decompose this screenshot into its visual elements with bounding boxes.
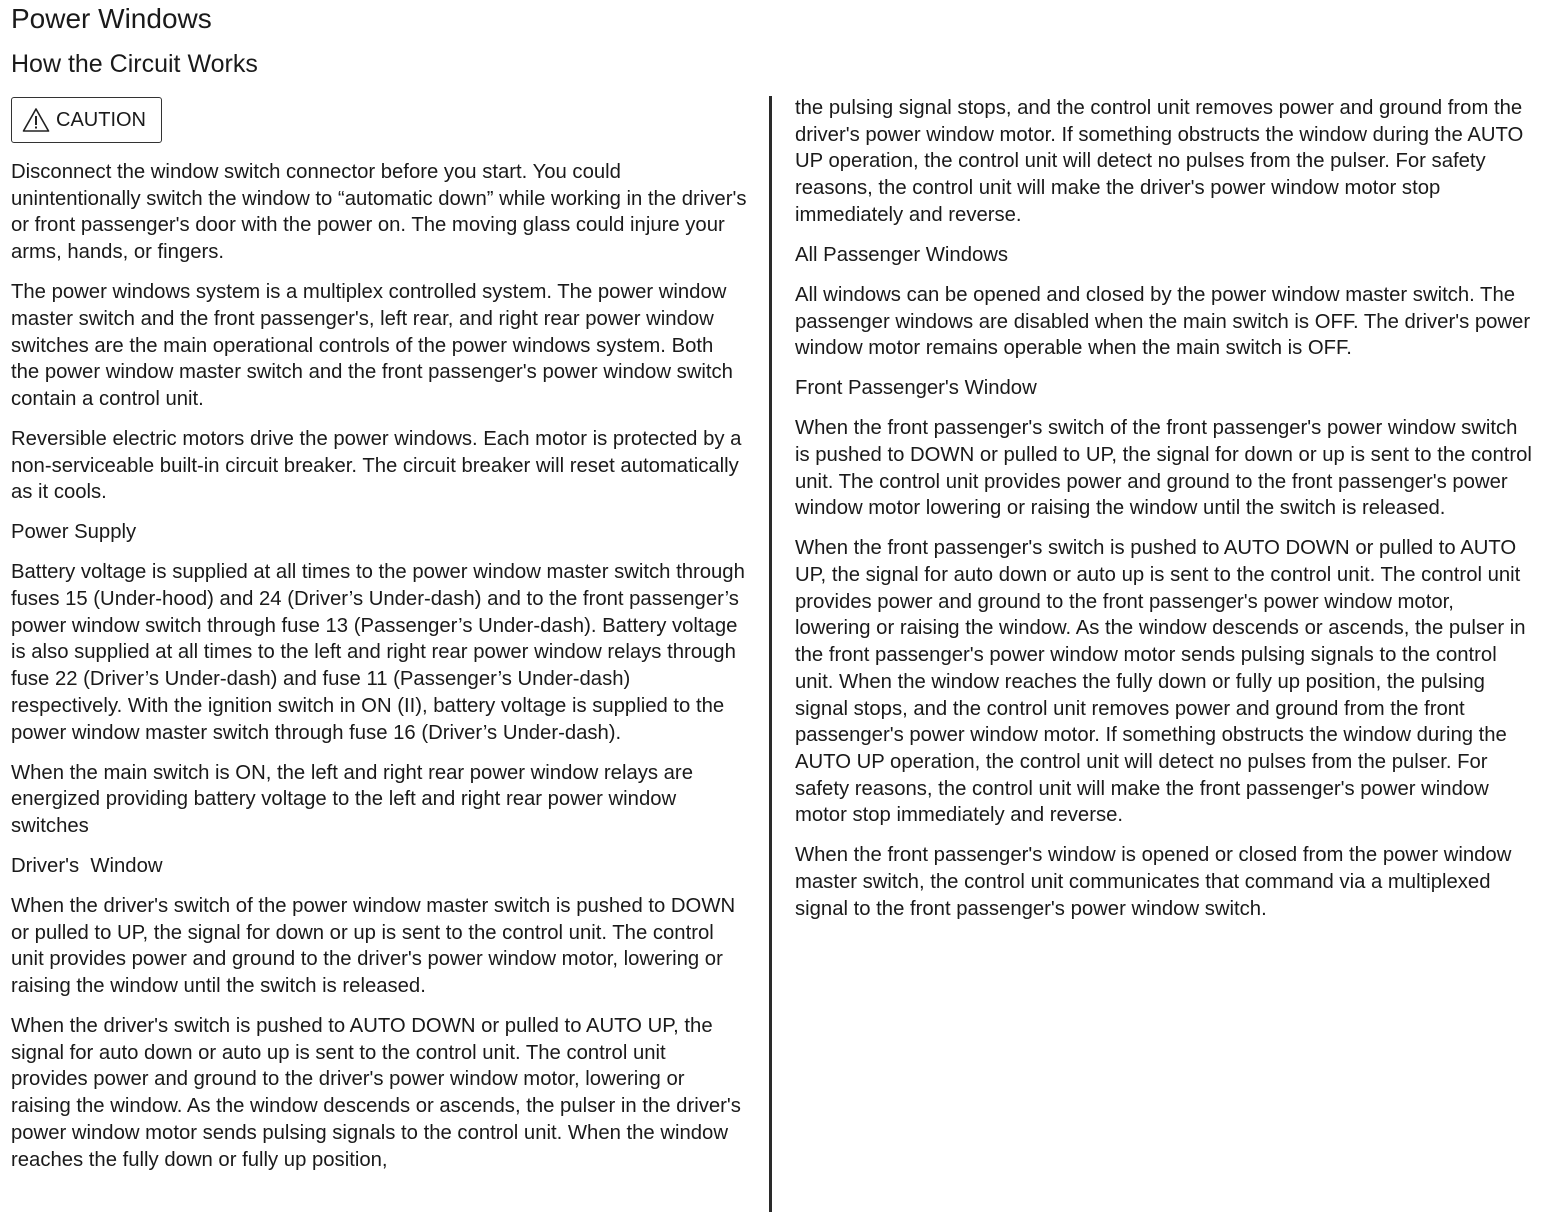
right-column [795, 95, 1535, 936]
caution-text: Disconnect the window switch connector before you start. You could unintentionally switch the window to “automatic down” while working in the driver's or front passenger's door with the power on. The moving glass could injure your arms, hands, or fingers. [11, 161, 747, 264]
caution-label: CAUTION [56, 108, 146, 131]
warning-triangle-icon [22, 107, 50, 133]
motor-paragraph: Reversible electric motors drive the power windows. Each motor is protected by a non-serviceable built-in circuit breaker. The circuit breaker will reset automatically as it cools. [11, 427, 742, 504]
caution-badge [11, 97, 162, 143]
drivers-window-heading: Driver's Window [11, 854, 163, 877]
all-passenger-paragraph: All windows can be opened and closed by the power window master switch. The passenger windows are disabled when the main switch is OFF. The driver's power window motor remains operable when the main switch is OFF. [795, 283, 1531, 360]
all-passenger-heading: All Passenger Windows [795, 243, 1009, 266]
front-passenger-auto-paragraph: When the front passenger's switch is pushed to AUTO DOWN or pulled to AUTO UP, the signal for auto down or auto up is sent to the control unit. The control unit provides power and ground to the front passenger's power window motor, lowering or raising the window. As the window descends or ascends, the pulser in the front passenger's power window motor sends pulsing signals to the control unit. When the window reaches the fully down or fully up position, the pulsing signal stops, and the control unit removes power and ground from the front passenger's power window motor. If something obstructs the window during the AUTO UP operation, the control unit will detect no pulses from the pulser. For safety reasons, the control unit will make the front passenger's power window motor stop immediately and reverse. [795, 537, 1526, 827]
front-passenger-heading: Front Passenger's Window [795, 377, 1037, 400]
column-divider [769, 96, 772, 1212]
left-column [11, 96, 747, 1187]
drivers-auto-paragraph-continued: the pulsing signal stops, and the control unit removes power and ground from the driver's power window motor. If something obstructs the window during the AUTO UP operation, the control unit will detect no pulses from the pulser. For safety reasons, the control unit will make the driver's power window motor stop immediately and reverse. [795, 97, 1524, 226]
drivers-auto-paragraph: When the driver's switch is pushed to AUTO DOWN or pulled to AUTO UP, the signal for auto down or auto up is sent to the control unit. The control unit provides power and ground to the driver's power window motor, lowering or raising the window. As the window descends or ascends, the pulser in the driver's power window motor sends pulsing signals to the control unit. When the window reaches the fully down or fully up position, [11, 1015, 741, 1171]
page-subtitle: How the Circuit Works [11, 50, 258, 78]
front-passenger-paragraph: When the front passenger's switch of the front passenger's power window switch is pushed to DOWN or pulled to UP, the signal for down or up is sent to the control unit. The control unit provides power and ground to the front passenger's power window motor lowering or raising the window until the switch is released. [795, 417, 1532, 520]
page-title: Power Windows [11, 3, 212, 34]
power-supply-heading: Power Supply [11, 521, 137, 544]
front-passenger-master-paragraph: When the front passenger's window is opened or closed from the power window master switch, the control unit communicates that command via a multiplexed signal to the front passenger's power window switch. [795, 844, 1512, 920]
drivers-window-paragraph: When the driver's switch of the power window master switch is pushed to DOWN or pulled to UP, the signal for down or up is sent to the control unit. The control unit provides power and ground to the driver's power window motor, lowering or raising the window until the switch is released. [11, 894, 736, 998]
main-switch-paragraph: When the main switch is ON, the left and right rear power window relays are energized providing battery voltage to the left and right rear power window switches [11, 761, 693, 837]
power-supply-paragraph: Battery voltage is supplied at all times to the power window master switch through fuses 15 (Under-hood) and 24 (Driver’s Under-dash) and to the front passenger’s power window switch through fuse 13 (Passenger’s Under-dash). Battery voltage is also supplied at all times to the left and right rear power window relays through fuse 22 (Driver’s Under-dash) and fuse 11 (Passenger’s Under-dash) respectively. With the ignition switch in ON (II), battery voltage is supplied to the power window master switch through fuse 16 (Driver’s Under-dash). [11, 561, 745, 744]
intro-paragraph: The power windows system is a multiplex controlled system. The power window master switch and the front passenger's, left rear, and right rear power window switches are the main operational controls of the power windows system. Both the power window master switch and the front passenger's power window switch contain a control unit. [11, 281, 733, 410]
